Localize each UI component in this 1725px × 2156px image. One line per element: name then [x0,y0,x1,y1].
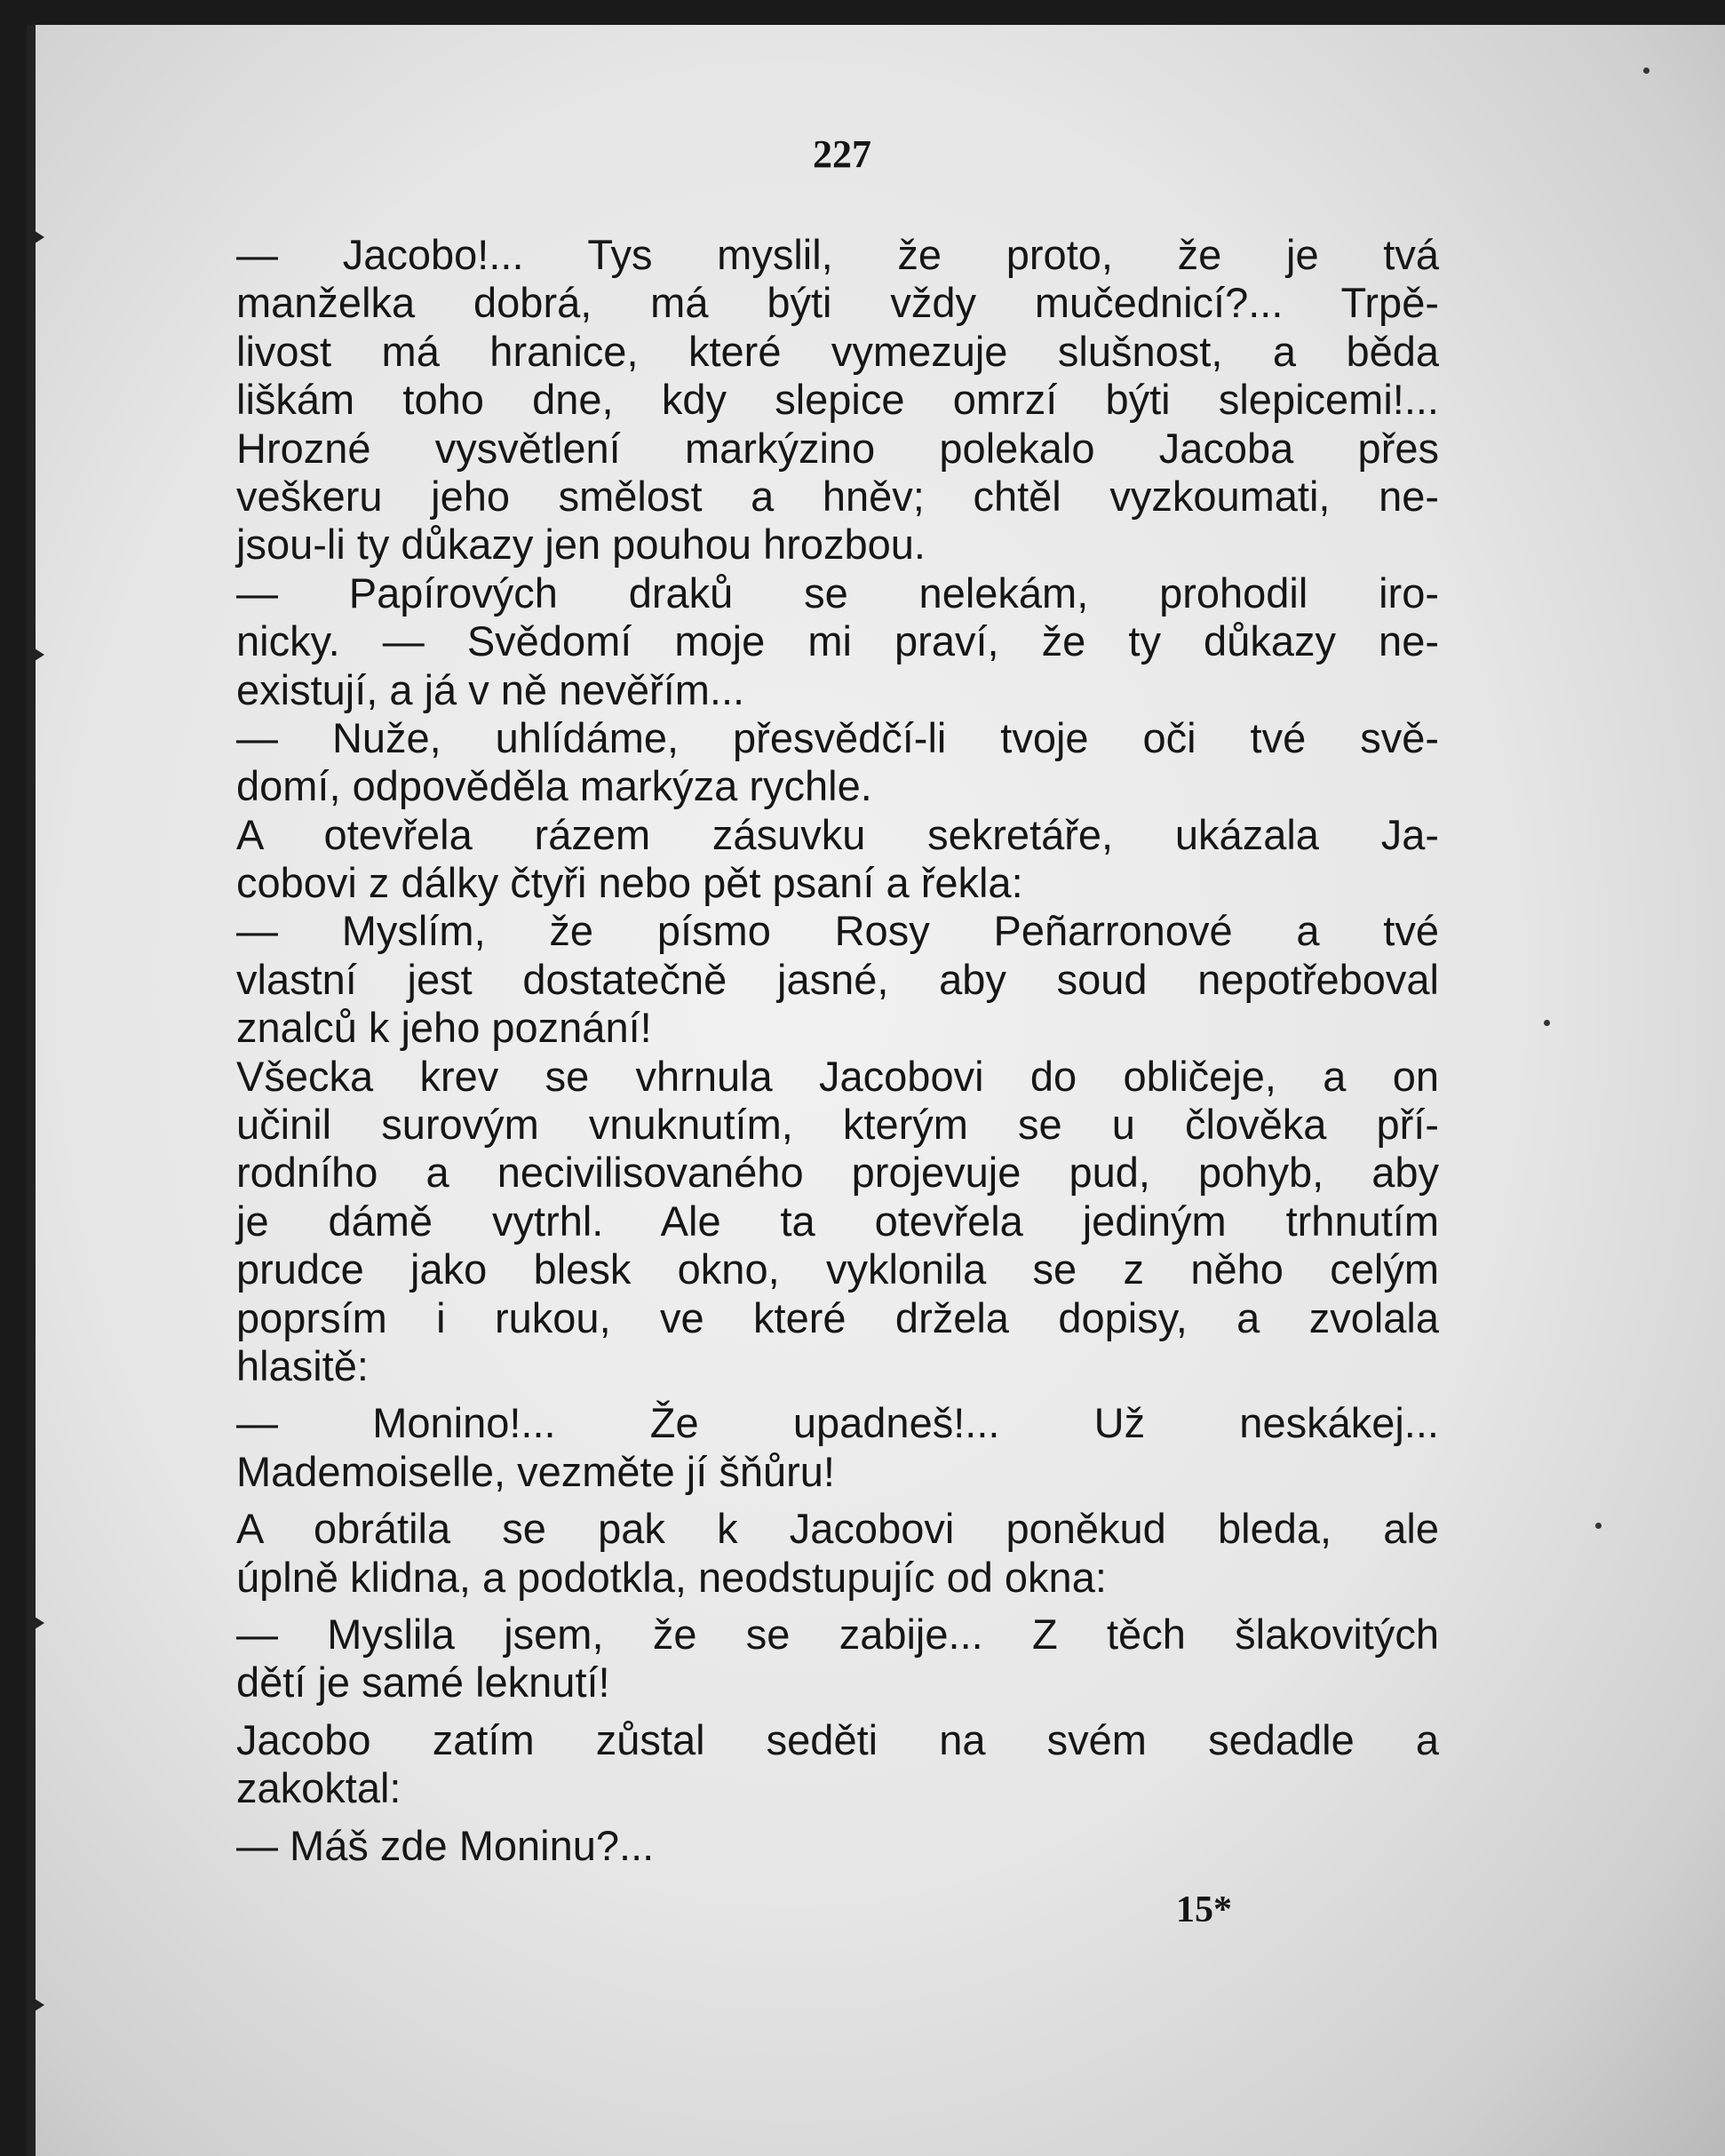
paragraph [236,811,1439,908]
text-line: — Papírových draků se nelekám, prohodil iro- [236,569,1439,617]
text-line: jsou-li ty důkazy jen pouhou hrozbou. [236,521,926,569]
margin-mark [32,1997,44,2013]
text-line: dětí je samé leknutí! [236,1659,610,1707]
paragraph [236,231,1439,425]
paragraph [236,1399,1439,1496]
text-line: — Myslila jsem, že se zabije... Z těch šlakovitých [236,1610,1439,1658]
text-line: — Nuže, uhlídáme, přesvědčí-li tvoje oči tvé svě- [236,713,1439,761]
text-line: Jacobo zatím zůstal seděti na svém sedadle a [236,1715,1439,1763]
text-line: vlastní jest dostatečně jasné, aby soud nepotřeboval [236,955,1439,1003]
paragraph [236,1505,1439,1602]
text-line: livost má hranice, které vymezuje slušnost, a běda [236,327,1439,375]
text-line: existují, a já v ně nevěřím... [236,665,745,713]
margin-mark [32,1615,44,1631]
paragraph [236,907,1439,1052]
paper-speck [1544,1020,1550,1026]
text-line: — Jacobo!... Tys myslil, že proto, že je tvá [236,231,1439,278]
text-line: Hrozné vysvětlení markýzino polekalo Jacoba přes [236,424,1439,472]
text-line: Mademoiselle, vezměte jí šňůru! [236,1447,835,1495]
text-line: — Máš zde Moninu?... [236,1821,655,1869]
text-line: znalců k jeho poznání! [236,1004,652,1052]
paragraph [236,1053,1439,1391]
paragraph-gap [236,1707,1439,1716]
paragraph-gap [236,1390,1439,1399]
paragraph [236,1822,1439,1870]
text-line: učinil surovým vnuknutím, kterým se u člověka pří- [236,1101,1439,1149]
text-line: liškám toho dne, kdy slepice omrzí býti slepicemi!... [236,376,1439,424]
page-edge-rule [27,25,36,2156]
page-number: 227 [813,132,871,176]
text-line: poprsím i rukou, ve které držela dopisy, a zvolala [236,1293,1439,1341]
margin-mark [32,229,44,245]
text-line: manželka dobrá, má býti vždy mučednicí?... Trpě- [236,279,1439,327]
text-line: úplně klidna, a podotkla, neodstupujíc od okna: [236,1553,1107,1601]
body-text [236,231,1439,1870]
paragraph [236,425,1439,569]
text-line: cobovi z dálky čtyři nebo pět psaní a řekla: [236,859,1023,907]
text-line: A otevřela rázem zásuvku sekretáře, ukázala Ja- [236,810,1439,858]
text-line: A obrátila se pak k Jacobovi poněkud bleda, ale [236,1505,1439,1553]
paragraph-gap [236,1602,1439,1611]
paper-speck [1595,1523,1602,1529]
margin-mark [32,647,44,663]
signature-mark: 15* [1176,1889,1232,1930]
paragraph [236,714,1439,811]
text-line: prudce jako blesk okno, vyklonila se z něho celým [236,1245,1439,1293]
paragraph [236,569,1439,714]
paragraph-gap [236,1496,1439,1505]
text-line: veškeru jeho smělost a hněv; chtěl vyzkoumati, ne- [236,472,1439,520]
text-line: hlasitě: [236,1341,369,1389]
paragraph-gap [236,1813,1439,1822]
paper-speck [1643,68,1649,74]
text-line: nicky. — Svědomí moje mi praví, že ty důkazy ne- [236,617,1439,665]
text-line: domí, odpověděla markýza rychle. [236,762,872,810]
paragraph [236,1611,1439,1707]
text-line: zakoktal: [236,1764,401,1812]
text-line: — Monino!... Že upadneš!... Už neskákej... [236,1399,1439,1447]
paragraph [236,1716,1439,1813]
text-line: Všecka krev se vhrnula Jacobovi do obličeje, a on [236,1052,1439,1100]
text-line: je dámě vytrhl. Ale ta otevřela jediným trhnutím [236,1197,1439,1245]
text-line: — Myslím, že písmo Rosy Peñarronové a tvé [236,907,1439,955]
scanned-page [27,25,1725,2156]
text-line: rodního a necivilisovaného projevuje pud, pohyb, aby [236,1149,1439,1197]
